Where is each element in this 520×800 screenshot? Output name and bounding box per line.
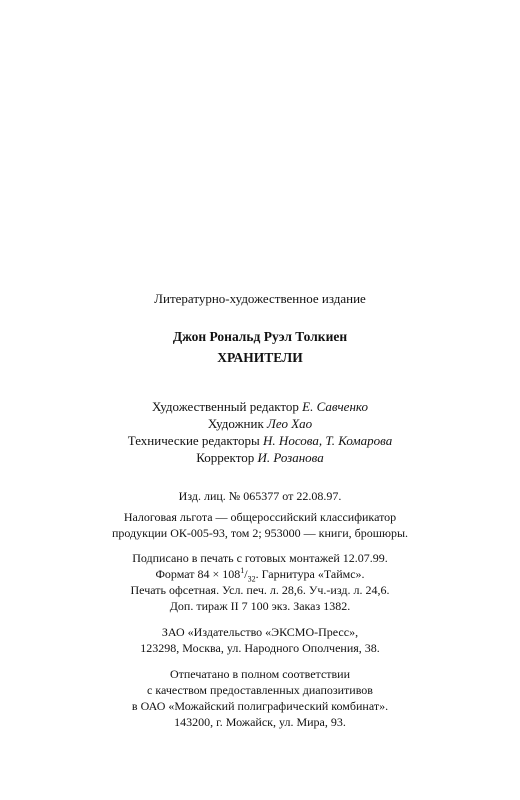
artist-name: Лео Хао <box>267 416 313 431</box>
artist-label: Художник <box>207 416 264 431</box>
publishing-license: Изд. лиц. № 065377 от 22.08.97. <box>178 489 342 503</box>
edition-type: Литературно-художественное издание <box>154 291 366 306</box>
tech-editors-credit <box>0 434 520 447</box>
proofreader-label: Корректор <box>196 450 255 465</box>
format-suffix: . Гарнитура «Таймс». <box>255 567 365 581</box>
art-editor-label: Художественный редактор <box>151 399 299 414</box>
tech-editors-label: Технические редакторы <box>127 433 260 448</box>
book-title: ХРАНИТЕЛИ <box>217 350 303 365</box>
art-editor-name: Е. Савченко <box>302 399 368 414</box>
art-editor-credit <box>0 400 520 413</box>
printer-address: 143200, г. Можайск, ул. Мира, 93. <box>174 715 346 729</box>
publisher-name: ЗАО «Издательство «ЭКСМО-Пресс», <box>161 625 359 639</box>
proofreader-name: И. Розанова <box>257 450 324 465</box>
printer-line-2: с качеством предоставленных диапозитивов <box>147 683 373 697</box>
format-fraction-numerator: 1 <box>240 566 245 575</box>
print-run-line: Доп. тираж II 7 100 экз. Заказ 1382. <box>169 599 351 613</box>
format-fraction-denominator: 32 <box>247 574 256 584</box>
print-signed-line: Подписано в печать с готовых монтажей 12.07.99. <box>132 551 388 565</box>
print-sheets-line: Печать офсетная. Усл. печ. л. 28,6. Уч.-изд. л. 24,6. <box>130 583 390 597</box>
artist-credit <box>0 417 520 430</box>
proofreader-credit <box>0 451 520 464</box>
author-name: Джон Рональд Руэл Толкиен <box>172 329 348 344</box>
publisher-address: 123298, Москва, ул. Народного Ополчения, 38. <box>140 641 380 655</box>
format-prefix: Формат 84 × 108 <box>155 567 241 581</box>
tech-editors-names: Н. Носова, Т. Комарова <box>263 433 393 448</box>
tax-line-1: Налоговая льгота — общероссийский классификатор <box>123 510 397 524</box>
tax-line-2: продукции ОК-005-93, том 2; 953000 — книги, брошюры. <box>111 526 409 540</box>
printer-line-3: в ОАО «Можайский полиграфический комбинат». <box>131 699 389 713</box>
printer-line-1: Отпечатано в полном соответствии <box>169 667 351 681</box>
print-format-line: Формат $84 \times 108^1/_{32}$. Гарнитура «Таймс». <box>155 566 365 584</box>
